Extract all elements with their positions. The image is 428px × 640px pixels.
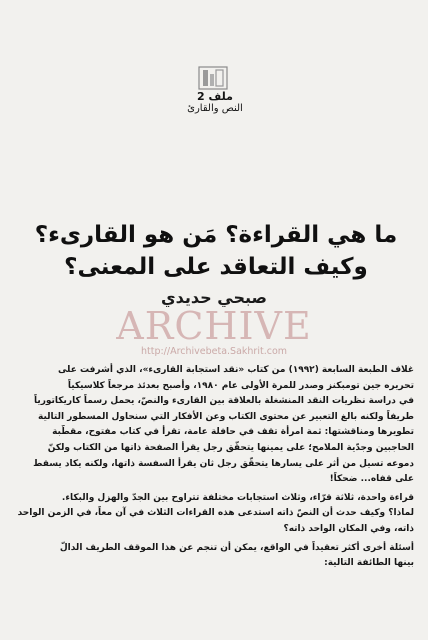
body-line: دموعه تسيل من أثر على يسارها يتحقّق رجل ثان يقرأ السفسة ذاتها، ولكنه يكاد يسقط: [33, 458, 414, 469]
body-line: بينها الطائفة التالية:: [324, 558, 414, 569]
body-line: على قفاه... ضحكاً!: [329, 474, 414, 485]
watermark-archive: ARCHIVE: [116, 304, 312, 348]
section-label: ملف 2: [197, 90, 233, 103]
body-line: ذاته، وفي المكان الواحد ذاته؟: [283, 523, 414, 534]
article-body: [14, 363, 414, 572]
body-line: أسئلة أخرى أكثر تعقيداً في الواقع، يمكن أن تنجم عن هذا الموقف الطريف الدالّ: [59, 542, 414, 553]
section-logo-icon: [198, 66, 228, 90]
paragraph-3: [14, 541, 414, 572]
body-line: الحاجبين وجدّية الملامح؛ على يمينها يتحقّق رجل يقرأ الصفحة ذاتها من الكتاب ولكنّ: [47, 442, 414, 453]
article-title-line-1: ما هي القراءة؟ مَن هو القارىء؟: [34, 222, 398, 248]
body-line: غلاف الطبعة السابعة (١٩٩٢) من كتاب «نقد استجابة القارىء»، الذي أشرفت على: [57, 365, 414, 375]
paragraph-2: [14, 491, 414, 538]
paragraph-1: [14, 363, 414, 488]
article-author: صبحي حديدي: [161, 288, 267, 307]
body-line: طريفاً ولكنه بالغ التعبير عن محتوى الكتاب وعن الأفكار التي سنحاول المسطور التالية: [38, 411, 414, 422]
body-line: في دراسة نظريات النقد المنشغلة بالعلاقة بين القارىء والنصّ، يحمل رسماً كاريكاتورياً: [33, 396, 414, 407]
article-title-line-2: وكيف التعاقد على المعنى؟: [64, 254, 368, 280]
section-subtitle: النص والقارئ: [187, 103, 243, 114]
body-line: تطويرها ومناقشتها: ثمة امرأة تقف في حافلة عامة، تقرأ في كتاب مفتوح، مقطّبة: [52, 427, 414, 438]
body-line: لماذا؟ وكيف حدث أن النصّ ذاته استدعى هذه القراءات الثلاث في آن معاً، في الزمن الواحد: [17, 508, 414, 519]
body-line: تحريره جين تومبكنز وصدر للمرة الأولى عام ١٩٨٠، وأصبح بعدئذ مرجعاً كلاسيكياً: [67, 380, 414, 391]
watermark-url: http://Archivebeta.Sakhrit.com: [140, 346, 288, 357]
body-line: قراءة واحدة، ثلاثة قرّاء، وثلاث استجابات مختلفة تتراوح بين الجدّ والهزل والبكاء.: [61, 492, 414, 503]
